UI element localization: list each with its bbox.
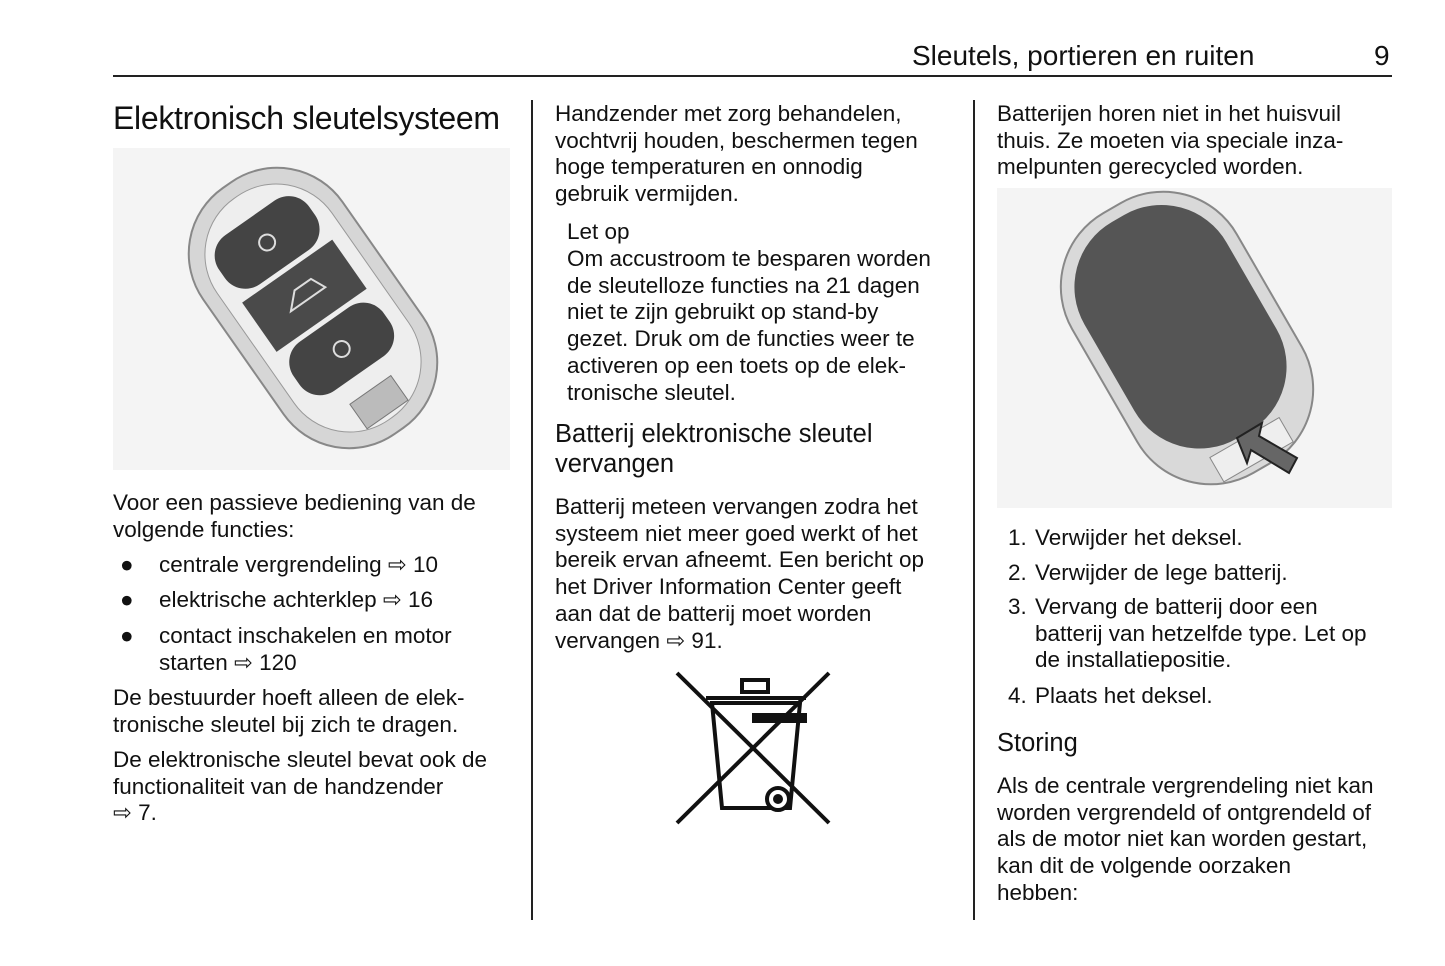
bullet-icon: ● [120, 623, 134, 648]
bullet-item: contact inschakelen en motor starten ⇨ 120 [159, 623, 452, 675]
paragraph: Handzender met zorg behandelen, vochtvrij houden, beschermen tegen hoge temperaturen en onnodig gebruik vermijden. [555, 101, 918, 207]
key-fob-battery-cover-illustration [997, 188, 1392, 508]
bullet-item: elektrische achterklep ⇨ 16 [159, 587, 433, 612]
step-number: 2. [1008, 560, 1027, 585]
subsection-heading: Batterij elektronische sleutel vervangen [555, 420, 873, 478]
bullet-icon: ● [120, 587, 134, 612]
column-divider [973, 100, 975, 920]
step-text: Vervang de batterij door een batterij van hetzelfde type. Let op de installatiepositie. [1035, 594, 1367, 673]
section-heading: Elektronisch sleutelsysteem [113, 100, 500, 136]
paragraph: De elektronische sleutel bevat ook de functionaliteit van de handzender ⇨ 7. [113, 747, 487, 826]
bullet-icon: ● [120, 552, 134, 577]
paragraph: Batterij meteen vervangen zodra het systeem niet meer goed werkt of het bereik ervan afneemt. Een bericht op het Driver Information Center geeft aan dat de batterij moet worden vervangen ⇨ 91. [555, 494, 924, 653]
note-title: Let op [567, 219, 630, 244]
step-text: Plaats het deksel. [1035, 683, 1213, 708]
crossed-out-bin-icon [672, 668, 834, 830]
bullet-item: centrale vergrendeling ⇨ 10 [159, 552, 439, 577]
key-fob-illustration [113, 148, 510, 470]
paragraph: Batterijen horen niet in het huisvuil thuis. Ze moeten via speciale inza- melpunten gerecycled worden. [997, 101, 1344, 180]
step-number: 3. [1008, 594, 1027, 619]
subsection-heading: Storing [997, 729, 1078, 757]
page-number: 9 [1374, 40, 1390, 71]
paragraph: Als de centrale vergrendeling niet kan worden vergrendeld of ontgrendeld of als de motor niet kan worden gestart, kan dit de volgende oorzaken hebben: [997, 773, 1374, 905]
paragraph: De bestuurder hoeft alleen de elek- tronische sleutel bij zich te dragen. [113, 685, 465, 737]
step-number: 4. [1008, 683, 1027, 708]
section-title: Sleutels, portieren en ruiten [912, 40, 1255, 71]
column-divider [531, 100, 533, 920]
step-text: Verwijder de lege batterij. [1035, 560, 1288, 585]
step-number: 1. [1008, 525, 1027, 550]
intro-paragraph: Voor een passieve bediening van de volgende functies: [113, 490, 476, 542]
note-body: Om accustroom te besparen worden de sleutelloze functies na 21 dagen niet te zijn gebruikt op stand-by gezet. Druk om de functies weer te activeren op een toets op de elek- tronische sleutel. [567, 246, 931, 405]
header-rule [113, 75, 1392, 77]
step-text: Verwijder het deksel. [1035, 525, 1243, 550]
